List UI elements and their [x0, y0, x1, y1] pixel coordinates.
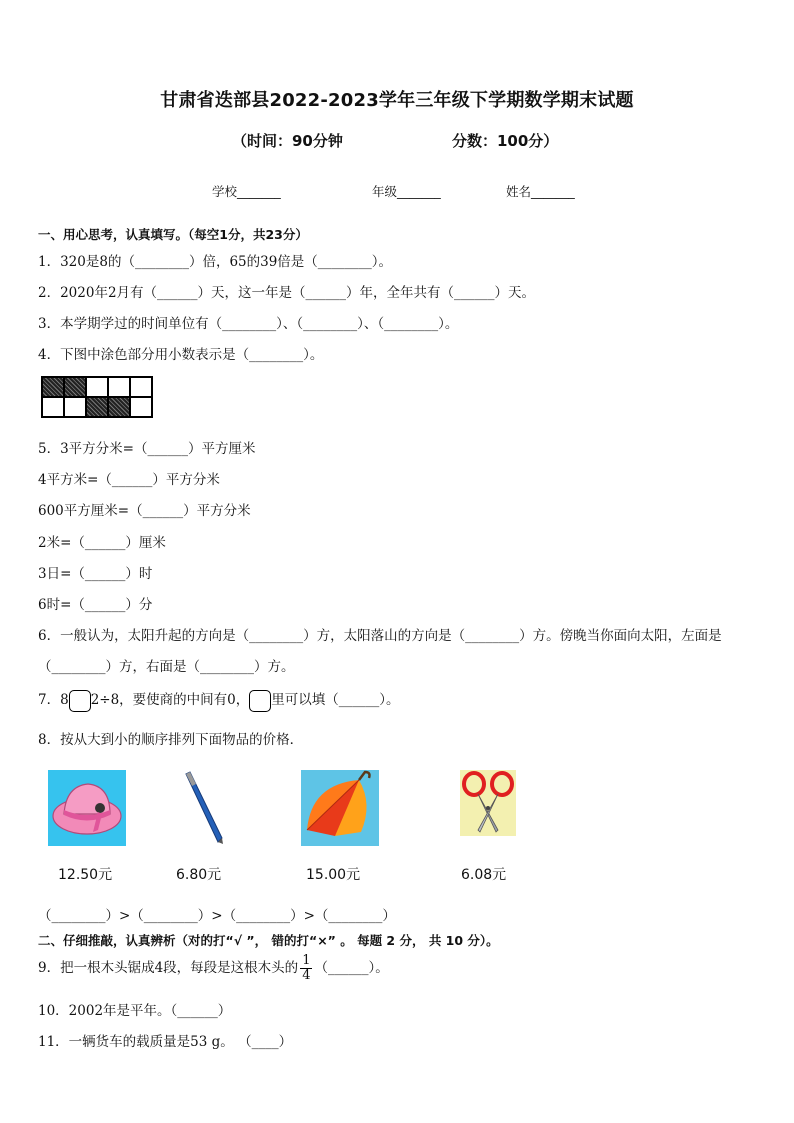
question-9-prefix: 9．把一根木头锯成4段，每段是这根木头的: [38, 960, 299, 976]
umbrella-image: [301, 770, 379, 846]
page-title: 甘肃省迭部县2022-2023学年三年级下学期数学期末试题: [160, 90, 634, 111]
question-6-line2: （________）方，右面是（________）方。: [38, 659, 295, 675]
price-hat: 12.50元: [58, 867, 113, 883]
question-7: [38, 688, 400, 712]
price-umbrella: 15.00元: [306, 867, 361, 883]
question-9: [38, 954, 389, 983]
question-5c: 600平方厘米=（______）平方分米: [38, 503, 251, 519]
question-7-middle: 2÷8，要使商的中间有0，: [90, 692, 250, 708]
grid-cell: [42, 377, 64, 397]
question-2: 2．2020年2月有（______）天，这一年是（______）年，全年共有（______）天。: [38, 285, 536, 301]
grid-cell: [42, 397, 64, 417]
question-7-prefix: 7．8: [38, 692, 69, 708]
fraction-numerator: 1: [302, 953, 311, 968]
fraction-one-quarter: [300, 954, 312, 983]
name-field[interactable]: 姓名_______: [506, 184, 575, 199]
fraction-denominator: 4: [302, 968, 311, 983]
price-pen: 6.80元: [176, 867, 222, 883]
grid-cell: [108, 397, 130, 417]
section2-heading: 二、仔细推敲，认真辨析（对的打“√ ”， 错的打“×” 。 每题 2 分， 共 10 分）。: [38, 933, 499, 948]
question-11: 11．一辆货车的载质量是53 g。 （____）: [38, 1034, 293, 1050]
blank-box: [69, 690, 91, 712]
price-order-line: （________）>（________）>（________）>（________）: [38, 908, 396, 924]
grid-cell: [86, 377, 108, 397]
grid-cell: [130, 397, 152, 417]
exam-score: 分数：100分）: [452, 132, 559, 150]
question-6-line1: 6．一般认为，太阳升起的方向是（________）方，太阳落山的方向是（________）方。傍晚当你面向太阳，左面是: [38, 628, 722, 644]
grid-cell: [64, 397, 86, 417]
question-8: 8．按从大到小的顺序排列下面物品的价格．: [38, 732, 304, 748]
question-5e: 3日=（______）时: [38, 566, 153, 582]
question-9-suffix: （______）。: [314, 960, 389, 976]
scissors-image: [460, 770, 538, 846]
hat-image: [48, 770, 126, 846]
question-4: 4．下图中涂色部分用小数表示是（________）。: [38, 347, 324, 363]
question-5f: 6时=（______）分: [38, 597, 153, 613]
grid-cell: [64, 377, 86, 397]
pen-image: [166, 770, 244, 846]
grid-cell: [130, 377, 152, 397]
section1-heading: 一、用心思考，认真填写。（每空1分，共23分）: [38, 227, 308, 242]
blank-box: [249, 690, 271, 712]
question-5b: 4平方米=（______）平方分米: [38, 472, 220, 488]
price-scissors: 6.08元: [461, 867, 507, 883]
question-1: 1．320是8的（________）倍，65的39倍是（________）。: [38, 254, 393, 270]
question-7-suffix: 里可以填（______）。: [271, 692, 400, 708]
grid-cell: [86, 397, 108, 417]
question-5d: 2米=（______）厘米: [38, 535, 166, 551]
grade-field[interactable]: 年级_______: [372, 184, 441, 199]
exam-time: （时间：90分钟: [232, 132, 343, 150]
question-5a: 5．3平方分米=（______）平方厘米: [38, 441, 256, 457]
decimal-grid-figure: [41, 376, 153, 418]
question-10: 10．2002年是平年。（______）: [38, 1003, 232, 1019]
grid-cell: [108, 377, 130, 397]
school-field[interactable]: 学校_______: [212, 184, 281, 199]
question-3: 3．本学期学过的时间单位有（________）、（________）、（________）。: [38, 316, 459, 332]
